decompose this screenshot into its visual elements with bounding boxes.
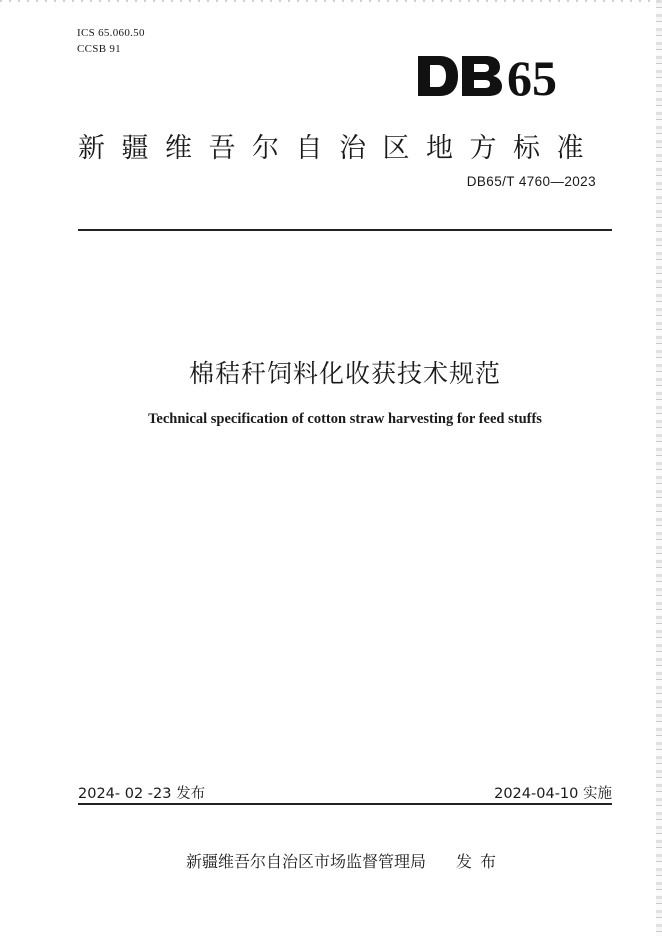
document-title-chinese: 棉秸秆饲料化收获技术规范 bbox=[188, 359, 501, 388]
footer-divider bbox=[78, 803, 612, 805]
document-title-english: Technical specification of cotton straw harvesting for feed stuffs bbox=[148, 411, 542, 427]
publisher-name: 新疆维吾尔自治区市场监督管理局 bbox=[186, 852, 427, 871]
db65-logo-graphic bbox=[416, 52, 564, 100]
standard-number: DB65/T 4760—2023 bbox=[466, 174, 596, 189]
svg-text:65: 65 bbox=[507, 52, 557, 100]
scan-right-edge bbox=[656, 0, 662, 936]
region-standard-title: 新疆维吾尔自治区地方标准 bbox=[78, 133, 600, 164]
classification-codes bbox=[77, 25, 145, 57]
implementation-date: 2024-04-10 实施 bbox=[494, 786, 612, 802]
db65-logo bbox=[416, 52, 564, 100]
publisher-action: 发布 bbox=[456, 852, 505, 871]
publisher-line bbox=[186, 849, 504, 872]
ics-code: ICS 65.060.50 bbox=[77, 27, 145, 39]
scan-top-edge bbox=[0, 0, 662, 2]
issue-date: 2024- 02 -23 发布 bbox=[78, 786, 206, 802]
ccs-code: CCSB 91 bbox=[77, 43, 121, 55]
header-divider bbox=[78, 229, 612, 231]
